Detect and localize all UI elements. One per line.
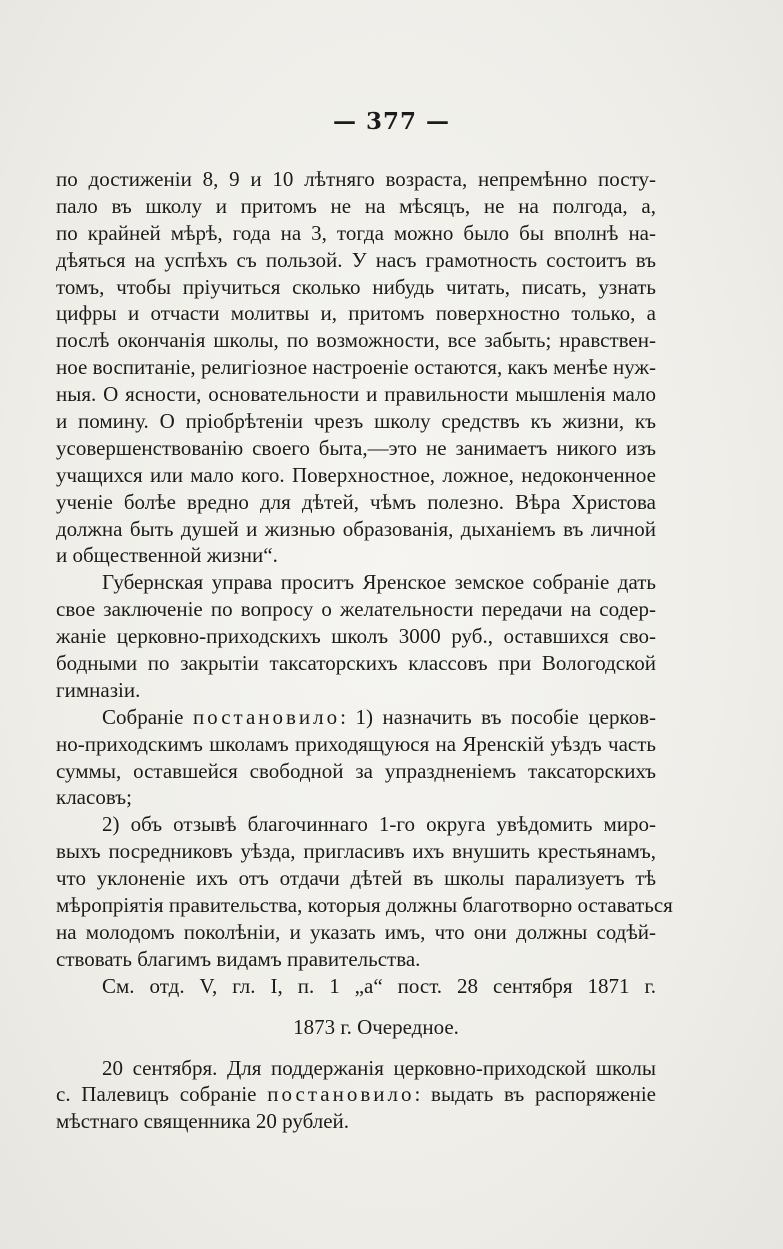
text-line: ствовать благимъ видамъ правительства. [56, 946, 421, 971]
body-text [56, 166, 673, 1135]
text-line: пало въ школу и притомъ не на мѣсяцъ, не на полгода, а, [56, 193, 656, 218]
text-line: мѣстнаго священника 20 рублей. [56, 1109, 350, 1134]
cross-reference: См. отд. V, гл. I, п. 1 „а“ пост. 28 сентября 1871 г. [102, 973, 656, 998]
paragraph-1 [56, 166, 656, 569]
paragraph-4 [56, 811, 673, 972]
text-line: ное воспитаніе, религіозное настроеніе остаются, какъ менѣе нуж- [56, 355, 656, 380]
text-line: послѣ окончанія школы, по возможности, все забыть; нравствен- [56, 328, 656, 353]
text-line: и помину. О пріобрѣтеніи чрезъ школу средствъ къ жизни, къ [56, 409, 656, 434]
text-line: и общественной жизни“. [56, 543, 278, 568]
text-line: 2) объ отзывѣ благочиннаго 1-го округа увѣдомить миро- [102, 812, 656, 837]
text-line: по крайней мѣрѣ, года на 3, тогда можно было бы вполнѣ на- [56, 220, 656, 245]
text-line: класовъ; [56, 785, 132, 810]
text-spaced: постановило [267, 1082, 415, 1107]
text-line: ученіе болѣе вредно для дѣтей, чѣмъ полезно. Вѣра Христова [56, 489, 656, 514]
text-lead: с. Палевицъ собраніе [56, 1082, 257, 1107]
text-line: усовершенствованію своего быта,—это не занимаетъ никого изъ [56, 435, 656, 460]
section-heading: 1873 г. Очередное. [293, 1014, 459, 1039]
text-line: 20 сентября. Для поддержанія церковно-приходской школы [102, 1055, 656, 1080]
spacer [56, 1041, 656, 1055]
paragraph-5 [56, 1055, 656, 1136]
text-line: ныя. О ясности, основательности и правильности мышленія мало [56, 382, 656, 407]
text-spaced: постановило [192, 704, 341, 729]
text-line: жаніе церковно-приходскихъ школъ 3000 руб., оставшихся сво- [56, 624, 656, 649]
text-line: что уклоненіе ихъ отъ отдачи дѣтей въ школы парализуетъ тѣ [56, 866, 656, 891]
text-line: выхъ посредниковъ уѣзда, пригласивъ ихъ внушить крестьянамъ, [56, 839, 656, 864]
text-line: свое заключеніе по вопросу о желательности передачи на содер- [56, 597, 656, 622]
text-line [56, 1081, 656, 1108]
text-line [56, 704, 656, 731]
text-line: мѣропріятія правительства, которыя должны благотворно оставаться [56, 893, 673, 918]
text-rest: : 1) назначить въ пособіе церков- [340, 704, 657, 729]
text-lead: Собраніе [102, 704, 184, 729]
spacer [56, 1000, 656, 1014]
text-rest: : выдать въ распоряженіе [414, 1082, 657, 1107]
text-line: на молодомъ поколѣніи, и указать имъ, что они должны содѣй- [56, 919, 656, 944]
text-line: Губернская управа проситъ Яренское земское собраніе дать [102, 570, 656, 595]
text-line: должна быть душей и жизнью образованія, дыханіемъ въ личной [56, 516, 656, 541]
page-number: — 377 — [332, 108, 451, 135]
text-line: гимназіи. [56, 677, 141, 702]
text-line: учащихся или мало кого. Поверхностное, ложное, недоконченное [56, 462, 656, 487]
text-line: суммы, оставшейся свободной за упраздненіемъ таксаторскихъ [56, 758, 656, 783]
text-line: томъ, чтобы пріучиться сколько нибудь читать, писать, узнать [56, 274, 656, 299]
paragraph-3 [56, 704, 656, 812]
text-line: бодными по закрытіи таксаторскихъ классовъ при Вологодской [56, 651, 656, 676]
paragraph-2 [56, 569, 656, 703]
text-line: по достиженіи 8, 9 и 10 лѣтняго возраста, непремѣнно посту- [56, 167, 656, 191]
text-line: дѣяться на успѣхъ съ пользой. У насъ грамотность состоитъ въ [56, 247, 656, 272]
text-line: но-приходскимъ школамъ приходящуюся на Яренскій уѣздъ часть [56, 731, 656, 756]
text-line: цифры и отчасти молитвы и, притомъ поверхностно только, а [56, 301, 656, 326]
